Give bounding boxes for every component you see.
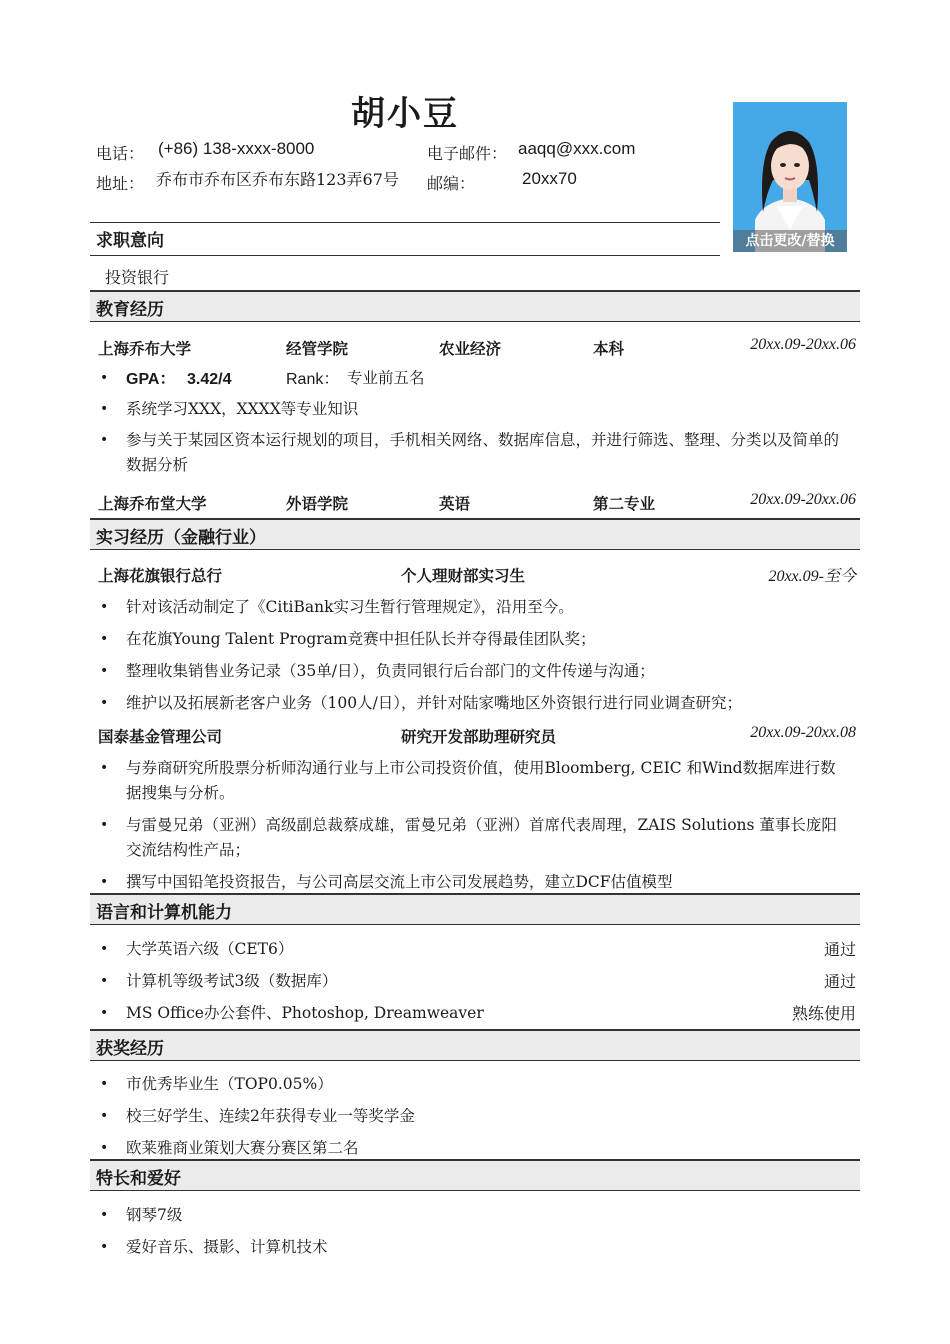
education-section-title: 教育经历 bbox=[90, 290, 860, 322]
email-value: aaqq@xxx.com bbox=[518, 139, 636, 158]
edu-college: 外语学院 bbox=[286, 495, 349, 513]
bullet-icon: • bbox=[100, 874, 109, 890]
bullet-icon: • bbox=[100, 973, 109, 989]
bullet-icon: • bbox=[100, 1207, 109, 1223]
rank-label: Rank： bbox=[286, 371, 340, 388]
edu-date: 20xx.09-20xx.06 bbox=[750, 491, 856, 508]
edu-major: 农业经济 bbox=[439, 340, 502, 358]
edu-date: 20xx.09-20xx.06 bbox=[750, 336, 856, 353]
photo-change-caption[interactable]: 点击更改/替换 bbox=[733, 230, 847, 252]
bullet-icon: • bbox=[100, 760, 109, 776]
rank-value: 专业前五名 bbox=[347, 369, 425, 387]
bullet-icon: • bbox=[100, 370, 109, 386]
bullet-icon: • bbox=[100, 1140, 109, 1156]
bullet-icon: • bbox=[100, 1239, 109, 1255]
objective-text: 投资银行 bbox=[105, 268, 170, 287]
skill-level: 通过 bbox=[823, 940, 856, 959]
edu-school: 上海乔布大学 bbox=[98, 340, 192, 358]
address-value: 乔布市乔布区乔布东路123弄67号 bbox=[156, 170, 399, 189]
bullet-icon: • bbox=[100, 1005, 109, 1021]
job-date: 20xx.09-至今 bbox=[768, 568, 856, 585]
profile-photo[interactable] bbox=[733, 102, 847, 252]
bullet-icon: • bbox=[100, 695, 109, 711]
edu-degree: 本科 bbox=[593, 340, 625, 358]
email-label: 电子邮件： bbox=[427, 144, 508, 163]
skill-level: 熟练使用 bbox=[791, 1004, 856, 1023]
address-label: 地址： bbox=[96, 174, 145, 193]
phone-label: 电话： bbox=[96, 144, 145, 163]
edu-major: 英语 bbox=[439, 495, 471, 513]
bullet-icon: • bbox=[100, 941, 109, 957]
bullet-icon: • bbox=[100, 1108, 109, 1124]
edu-school: 上海乔布堂大学 bbox=[98, 495, 207, 513]
internship-section-title: 实习经历（金融行业） bbox=[90, 518, 860, 550]
hobbies-section-title: 特长和爱好 bbox=[90, 1159, 860, 1191]
resume-name: 胡小豆 bbox=[351, 94, 459, 134]
edu-college: 经管学院 bbox=[286, 340, 349, 358]
skills-section-title: 语言和计算机能力 bbox=[90, 893, 860, 925]
bullet-icon: • bbox=[100, 401, 109, 417]
job-role: 研究开发部助理研究员 bbox=[401, 728, 557, 746]
skill-level: 通过 bbox=[823, 972, 856, 991]
gpa-value: 3.42/4 bbox=[187, 371, 232, 388]
bullet-icon: • bbox=[100, 599, 109, 615]
phone-value: (+86) 138-xxxx-8000 bbox=[158, 139, 315, 158]
job-date: 20xx.09-20xx.08 bbox=[750, 724, 856, 741]
bullet-icon: • bbox=[100, 817, 109, 833]
job-company: 国泰基金管理公司 bbox=[98, 728, 223, 746]
bullet-icon: • bbox=[100, 432, 109, 448]
zip-value: 20xx70 bbox=[522, 169, 577, 188]
edu-degree: 第二专业 bbox=[593, 495, 656, 513]
bullet-icon: • bbox=[100, 663, 109, 679]
bullet-icon: • bbox=[100, 631, 109, 647]
gpa-label: GPA： bbox=[126, 371, 176, 388]
bullet-icon: • bbox=[100, 1076, 109, 1092]
awards-section-title: 获奖经历 bbox=[90, 1029, 860, 1061]
job-company: 上海花旗银行总行 bbox=[98, 567, 223, 585]
objective-section-title: 求职意向 bbox=[90, 222, 720, 256]
zip-label: 邮编： bbox=[427, 174, 476, 193]
job-role: 个人理财部实习生 bbox=[401, 567, 526, 585]
